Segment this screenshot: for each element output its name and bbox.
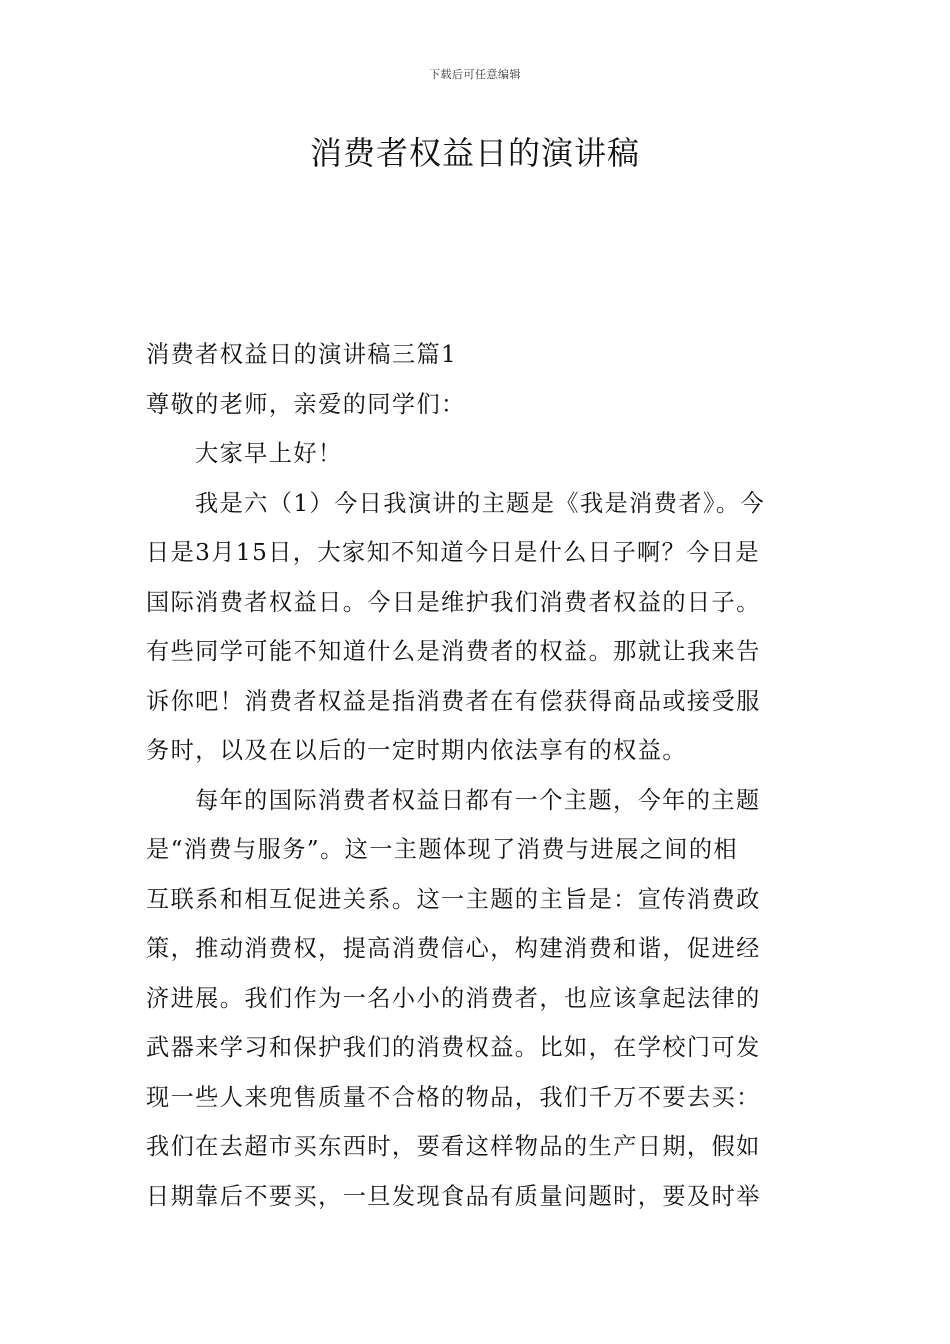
paragraph-line: 是“消费与服务”。这一主题体现了消费与进展之间的相 <box>146 836 739 863</box>
paragraph-line: 日是3月15日，大家知不知道今日是什么日子啊？今日是 <box>146 539 760 566</box>
paragraph-line: 济进展。我们作为一名小小的消费者，也应该拿起法律的 <box>146 984 761 1012</box>
paragraph-line: 互联系和相互促进关系。这一主题的主旨是：宣传消费政 <box>146 885 761 913</box>
paragraph-line: 日期靠后不要买，一旦发现食品有质量问题时，要及时举 <box>146 1182 761 1210</box>
paragraph-line: 我们在去超市买东西时，要看这样物品的生产日期，假如 <box>146 1133 761 1160</box>
document-title: 消费者权益日的演讲稿 <box>309 134 640 172</box>
paragraph-line: 有些同学可能不知道什么是消费者的权益。那就让我来告 <box>146 638 761 665</box>
paragraph-line: 武器来学习和保护我们的消费权益。比如，在学校门可发 <box>146 1034 761 1061</box>
paragraph-line: 国际消费者权益日。今日是维护我们消费者权益的日子。 <box>146 588 761 616</box>
paragraph-line: 策，推动消费权，提高消费信心，构建消费和谐，促进经 <box>146 935 761 962</box>
paragraph-line: 现一些人来兜售质量不合格的物品，我们千万不要去买： <box>146 1083 761 1111</box>
paragraph-1 <box>146 479 810 776</box>
paragraph-line: 诉你吧！消费者权益是指消费者在有偿获得商品或接受服 <box>146 687 761 715</box>
greeting: 大家早上好！ <box>195 440 343 467</box>
paragraph-line: 我是六（1）今日我演讲的主题是《我是消费者》。今 <box>195 489 766 517</box>
paragraph-2 <box>146 776 810 1222</box>
document-body <box>146 330 810 1221</box>
salutation: 尊敬的老师，亲爱的同学们： <box>146 390 466 418</box>
paragraph-line: 每年的国际消费者权益日都有一个主题，今年的主题 <box>195 786 761 814</box>
paragraph-line: 务时，以及在以后的一定时期内依法享有的权益。 <box>146 737 687 764</box>
section-subtitle: 消费者权益日的演讲稿三篇1 <box>146 341 458 368</box>
header-note: 下载后可任意编辑 <box>429 68 521 81</box>
